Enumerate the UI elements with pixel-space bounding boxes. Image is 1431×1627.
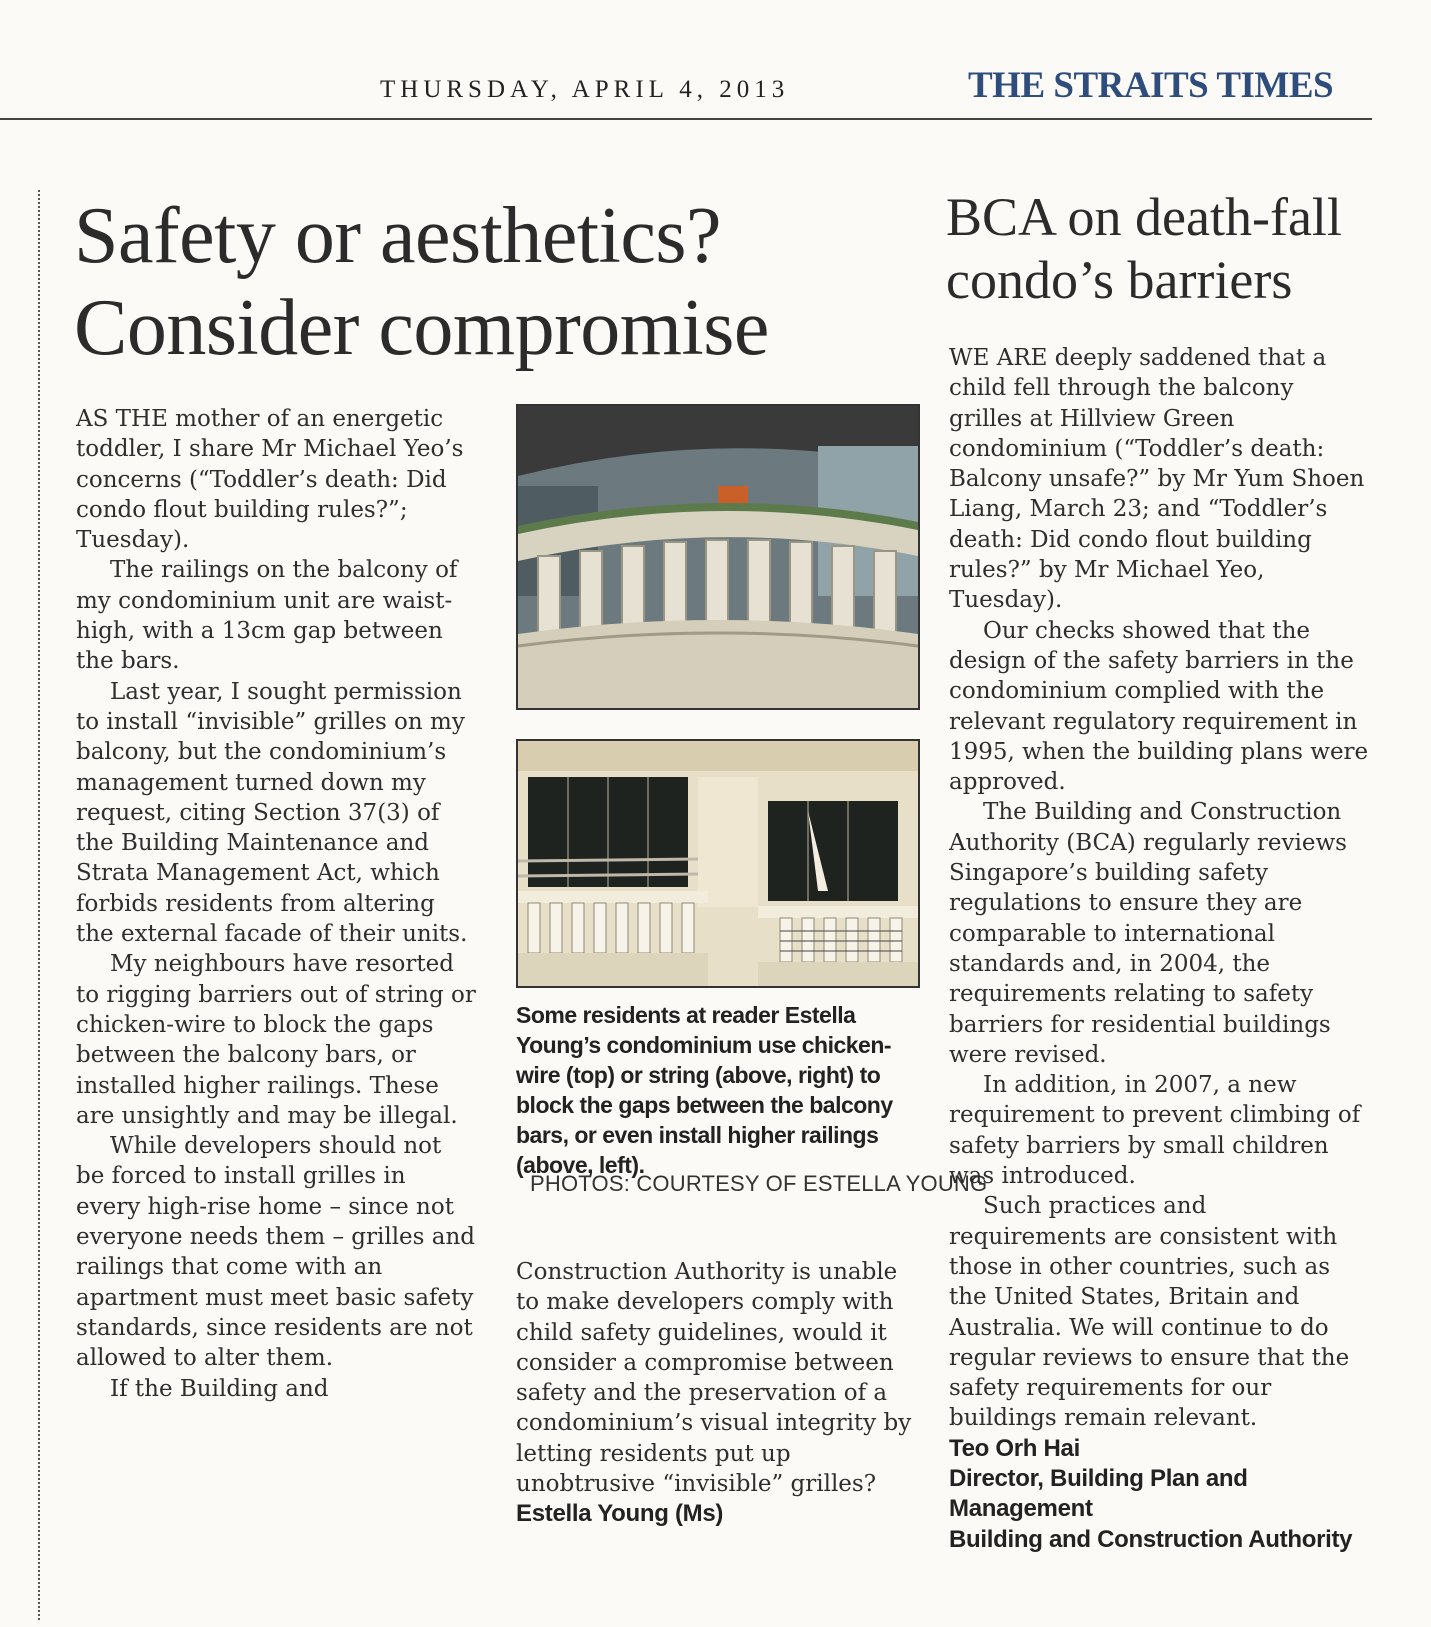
letter1-paragraph: If the Building and (110, 1375, 329, 1402)
balcony-string-railings-photo (516, 739, 920, 988)
letter1-paragraph: My neighbours have resorted to rigging barriers out of string or chicken-wire to block the gaps between the balcony bars, or installed higher railings. These are unsightly and may be illegal. (76, 951, 476, 1129)
letter2-column (949, 343, 1369, 1555)
letter1-headline (74, 190, 769, 374)
photo-caption: Some residents at reader Estella Young’s condominium use chicken-wire (top) or string (above, right) to block the gaps between the balcony bars, or even install higher railings (above, left). (516, 1002, 893, 1178)
letter1-headline-line2: Consider compromise (74, 284, 769, 372)
letter1-paragraph: The railings on the balcony of my condominium unit are waist-high, with a 13cm gap between the bars. (76, 557, 458, 675)
letter1-signature: Estella Young (Ms) (516, 1500, 724, 1528)
letter1-paragraph: Last year, I sought permission to install “invisible” grilles on my balcony, but the condominium’s management turned down my request, citing Section 37(3) of the Building Maintenance and Strata Management Act, which forbids residents from altering the external facade of their units. (76, 678, 468, 948)
letter1-column-1 (76, 404, 476, 1404)
letter1-headline-line1: Safety or aesthetics? (74, 192, 721, 280)
photo-credit: PHOTOS: COURTESY OF ESTELLA YOUNG (530, 1171, 988, 1196)
letter2-paragraph: The Building and Construction Authority (BCA) regularly reviews Singapore’s building safety regulations to ensure they are comparable to international standards and, in 2004, the requirements relating to safety barriers for residential buildings were revised. (949, 799, 1347, 1068)
letter1-column-2 (516, 1257, 916, 1530)
letter2-headline (946, 186, 1386, 312)
letter2-paragraph: Our checks showed that the design of the safety barriers in the condominium complied with the relevant regulatory requirement in 1995, when the building plans were approved. (949, 617, 1369, 796)
letter1-paragraph: AS THE mother of an energetic toddler, I share Mr Michael Yeo’s concerns (“Toddler’s death: Did condo flout building rules?”; Tuesday). (76, 406, 464, 554)
letter2-signature-org: Building and Construction Authority (949, 1525, 1353, 1553)
letter2-paragraph: Such practices and requirements are consistent with those in other countries, such as the United States, Britain and Australia. We will continue to do regular reviews to ensure that the safety requirements for our buildings remain relevant. (949, 1193, 1350, 1432)
publication-date: THURSDAY, APRIL 4, 2013 (380, 76, 790, 103)
letter2-headline-line2: condo’s barriers (946, 250, 1293, 310)
clipping-cut-line (38, 190, 40, 1620)
letter2-signature-title: Director, Building Plan and Management (949, 1464, 1248, 1523)
balcony-chicken-wire-photo (516, 404, 920, 710)
letter1-continuation: Construction Authority is unable to make developers comply with child safety guidelines, would it consider a compromise between safety and the preservation of a condominium’s visual integrity by letting residents put up unobtrusive “invisible” grilles? (516, 1259, 912, 1498)
newspaper-logo: THE STRAITS TIMES (968, 65, 1334, 106)
letter2-paragraph: In addition, in 2007, a new requirement to prevent climbing of safety barriers by small children was introduced. (949, 1072, 1361, 1190)
letter2-paragraph: WE ARE deeply saddened that a child fell through the balcony grilles at Hillview Green condominium (“Toddler’s death: Balcony unsafe?” by Mr Yum Shoen Liang, March 23; and “Toddler’s death: Did condo flout building rules?” by Mr Michael Yeo, Tuesday). (949, 345, 1365, 614)
header-rule (0, 118, 1372, 120)
letter2-signature-name: Teo Orh Hai (949, 1434, 1080, 1462)
letter1-paragraph: While developers should not be forced to install grilles in every high-rise home – since not everyone needs them – grilles and railings that come with an apartment must meet basic safety standards, since residents are not allowed to alter them. (76, 1133, 476, 1372)
letter2-headline-line1: BCA on death-fall (946, 187, 1342, 247)
